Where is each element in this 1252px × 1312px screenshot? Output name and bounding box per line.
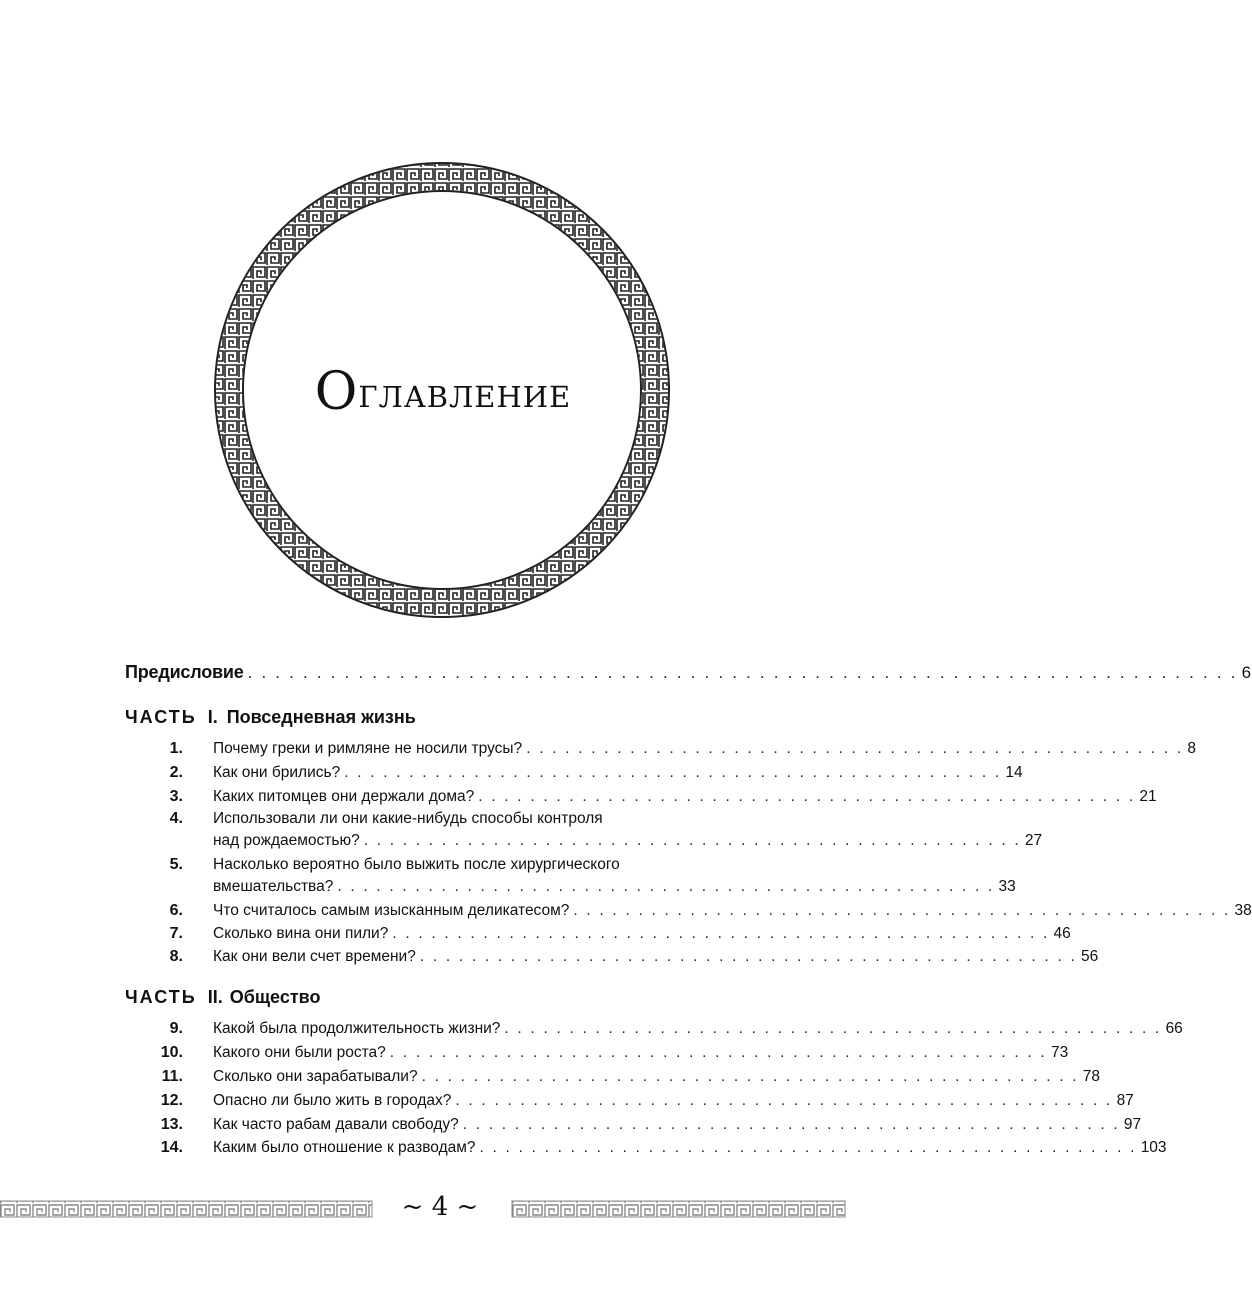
toc-entry-5-first-line[interactable] bbox=[169, 856, 620, 874]
entry-number: 9. bbox=[169, 1020, 183, 1037]
leader-dots: . . . . . . . . . . . . . . . . . . . . . . . . . . . . . . . . . . . . . . . . . . . . . . . . . . . bbox=[389, 1044, 1047, 1061]
leader-dots: . . . . . . . . . . . . . . . . . . . . . . . . . . . . . . . . . . . . . . . . . . . . . . . . . . . bbox=[573, 902, 1231, 919]
toc-entry-1[interactable] bbox=[169, 740, 1196, 758]
leader-dots: . . . . . . . . . . . . . . . . . . . . . . . . . . . . . . . . . . . . . . . . . . . . . . . . . . . bbox=[526, 740, 1184, 757]
page-number: ~ 4 ~ bbox=[401, 1192, 479, 1222]
entry-page: 97 bbox=[1123, 1116, 1142, 1133]
entry-page: 87 bbox=[1116, 1092, 1134, 1109]
entry-label-first-line: Использовали ли они какие-нибудь способы контроля bbox=[213, 810, 603, 827]
entry-number: 8. bbox=[169, 948, 183, 965]
toc-entry-3[interactable] bbox=[169, 788, 1157, 806]
entry-page: 78 bbox=[1082, 1068, 1100, 1085]
preface-page: 6 bbox=[1241, 663, 1252, 682]
greek-key-ring-ornament bbox=[0, 0, 845, 640]
leader-dots: . . . . . . . . . . . . . . . . . . . . . . . . . . . . . . . . . . . . . . . . . . . . . . . . . . . bbox=[504, 1020, 1162, 1037]
entry-page: 56 bbox=[1080, 948, 1099, 965]
entry-label: Сколько вина они пили? bbox=[213, 925, 389, 942]
part-name: Повседневная жизнь bbox=[226, 707, 416, 727]
entry-page: 21 bbox=[1139, 788, 1157, 805]
title-rest: главление bbox=[358, 367, 572, 417]
leader-dots: . . . . . . . . . . . . . . . . . . . . . . . . . . . . . . . . . . . . . . . . . . . . . . . . . . . bbox=[363, 832, 1021, 849]
entry-page: 66 bbox=[1165, 1020, 1183, 1037]
leader-dots: . . . . . . . . . . . . . . . . . . . . . . . . . . . . . . . . . . . . . . . . . . . . . . . . . . . bbox=[479, 1139, 1137, 1156]
entry-number: 5. bbox=[169, 856, 183, 873]
entry-number: 2. bbox=[169, 764, 183, 781]
entry-number: 13. bbox=[160, 1116, 183, 1133]
leader-dots: . . . . . . . . . . . . . . . . . . . . . . . . . . . . . . . . . . . . . . . . . . . . . . . . . . . bbox=[462, 1116, 1120, 1133]
entry-number: 10. bbox=[160, 1044, 183, 1061]
toc-preface[interactable] bbox=[125, 662, 1252, 683]
entry-number: 4. bbox=[169, 810, 183, 827]
toc-entry-11[interactable] bbox=[161, 1068, 1100, 1086]
part-numeral: II. bbox=[207, 987, 223, 1007]
entry-number: 12. bbox=[160, 1092, 183, 1109]
toc-entry-14[interactable] bbox=[160, 1139, 1167, 1157]
entry-label: Сколько они зарабатывали? bbox=[213, 1068, 418, 1085]
title-capital: О bbox=[314, 362, 359, 422]
entry-page: 33 bbox=[998, 878, 1016, 895]
part-heading-2 bbox=[125, 987, 320, 1008]
toc-entry-12[interactable] bbox=[160, 1092, 1134, 1110]
entry-number: 11. bbox=[161, 1068, 183, 1085]
entry-page: 27 bbox=[1024, 832, 1043, 849]
entry-label: Как они брились? bbox=[213, 764, 341, 781]
entry-page: 14 bbox=[1005, 764, 1023, 781]
toc-entry-6[interactable] bbox=[169, 902, 1252, 920]
entry-label: над рождаемостью? bbox=[213, 832, 360, 849]
part-name: Общество bbox=[229, 987, 321, 1007]
toc-entry-4[interactable] bbox=[213, 832, 1043, 850]
entry-page: 46 bbox=[1053, 925, 1071, 942]
leader-dots: . . . . . . . . . . . . . . . . . . . . . . . . . . . . . . . . . . . . . . . . . . . . . . . . . . . bbox=[455, 1092, 1113, 1109]
toc-entry-8[interactable] bbox=[169, 948, 1099, 966]
footer-band-right bbox=[512, 1201, 845, 1217]
entry-label: Какого они были роста? bbox=[213, 1044, 386, 1061]
entry-page: 73 bbox=[1050, 1044, 1069, 1061]
entry-number: 7. bbox=[169, 925, 183, 942]
leader-dots: . . . . . . . . . . . . . . . . . . . . . . . . . . . . . . . . . . . . . . . . . . . . . . . . . . . bbox=[478, 788, 1136, 805]
entry-label-first-line: Насколько вероятно было выжить после хирургического bbox=[213, 856, 620, 873]
entry-label: Каких питомцев они держали дома? bbox=[213, 788, 475, 805]
entry-label: Почему греки и римляне не носили трусы? bbox=[213, 740, 523, 757]
toc-entry-5[interactable] bbox=[213, 878, 1016, 896]
part-heading-1 bbox=[125, 707, 416, 728]
entry-number: 3. bbox=[169, 788, 183, 805]
entry-label: Какой была продолжительность жизни? bbox=[213, 1020, 501, 1037]
entry-label: Как они вели счет времени? bbox=[213, 948, 416, 965]
leader-dots: . . . . . . . . . . . . . . . . . . . . . . . . . . . . . . . . . . . . . . . . . . . . . . . . . . . bbox=[419, 948, 1077, 965]
entry-label: Опасно ли было жить в городах? bbox=[213, 1092, 452, 1109]
entry-label: Каким было отношение к разводам? bbox=[213, 1139, 476, 1156]
leader-dots: . . . . . . . . . . . . . . . . . . . . . . . . . . . . . . . . . . . . . . . . . . . . . . . . . . . bbox=[344, 764, 1002, 781]
toc-entry-10[interactable] bbox=[160, 1044, 1069, 1062]
toc-entry-4-first-line[interactable] bbox=[169, 810, 603, 828]
leader-dots: . . . . . . . . . . . . . . . . . . . . . . . . . . . . . . . . . . . . . . . . . . . . . . . . . . . bbox=[421, 1068, 1079, 1085]
toc-entry-7[interactable] bbox=[169, 925, 1071, 943]
footer-band-left bbox=[0, 1201, 372, 1217]
part-word: ЧАСТЬ bbox=[125, 707, 197, 727]
entry-page: 103 bbox=[1140, 1139, 1167, 1156]
toc-entry-9[interactable] bbox=[169, 1020, 1183, 1038]
leader-dots: . . . . . . . . . . . . . . . . . . . . . . . . . . . . . . . . . . . . . . . . . . . . . . . . . . . bbox=[392, 925, 1050, 942]
preface-label: Предисловие bbox=[125, 662, 244, 682]
toc-entry-2[interactable] bbox=[169, 764, 1023, 782]
part-numeral: I. bbox=[207, 707, 218, 727]
entry-number: 1. bbox=[169, 740, 183, 757]
entry-label: вмешательства? bbox=[213, 878, 334, 895]
page-title bbox=[217, 352, 669, 432]
leader-dots: . . . . . . . . . . . . . . . . . . . . . . . . . . . . . . . . . . . . . . . . . . . . . . . . . . . . . . . . . . . . . . . . . . . . . . . . bbox=[247, 663, 1238, 682]
part-word: ЧАСТЬ bbox=[125, 987, 197, 1007]
entry-label: Что считалось самым изысканным деликатесом? bbox=[213, 902, 570, 919]
entry-page: 38 bbox=[1234, 902, 1252, 919]
entry-label: Как часто рабам давали свободу? bbox=[213, 1116, 459, 1133]
entry-number: 14. bbox=[160, 1139, 183, 1156]
toc-entry-13[interactable] bbox=[160, 1116, 1142, 1134]
entry-page: 8 bbox=[1187, 740, 1196, 757]
entry-number: 6. bbox=[169, 902, 183, 919]
leader-dots: . . . . . . . . . . . . . . . . . . . . . . . . . . . . . . . . . . . . . . . . . . . . . . . . . . . bbox=[337, 878, 995, 895]
